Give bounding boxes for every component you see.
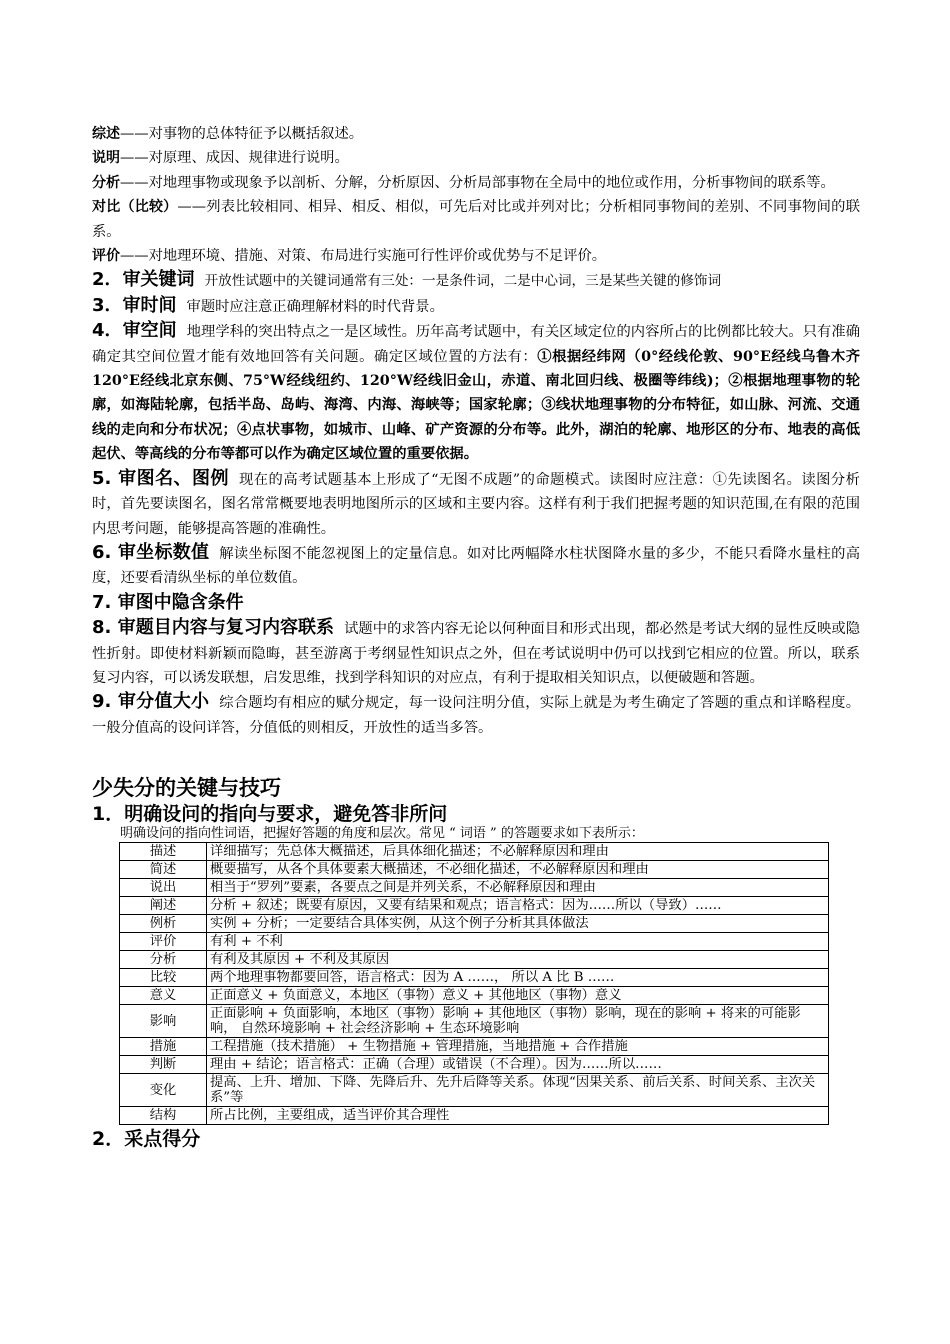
requirement-cell: 概要描写，从各个具体要素大概描述，不必细化描述，不必解释原因和理由 xyxy=(207,861,829,879)
requirement-cell: 有利及其原因 + 不利及其原因 xyxy=(207,951,829,969)
term-cell: 比较 xyxy=(120,969,207,987)
term-cell: 评价 xyxy=(120,933,207,951)
definition-compare xyxy=(92,195,860,244)
table-row xyxy=(120,879,829,897)
definition-term: 分析 xyxy=(92,174,120,191)
table-row xyxy=(120,933,829,951)
part-title: 少失分的关键与技巧 xyxy=(92,776,281,801)
definition-summary xyxy=(92,122,860,146)
table-row xyxy=(120,915,829,933)
table-row xyxy=(120,1005,829,1038)
section-text: 开放性试题中的关键词通常有三处：一是条件词，二是中心词，三是某些关键的修饰词 xyxy=(204,273,722,290)
requirement-cell: 提高、上升、增加、下降、先降后升、先升后降等关系。体现“因果关系、前后关系、时间关系、主次关系”等 xyxy=(207,1074,829,1107)
requirement-cell: 所占比例，主要组成，适当评价其合理性 xyxy=(207,1107,829,1125)
subsection-title-2: 2．采点得分 xyxy=(92,1128,201,1151)
requirement-cell: 工程措施（技术措施） + 生物措施 + 管理措施，当地措施 + 合作措施 xyxy=(207,1038,829,1056)
definition-explain xyxy=(92,146,860,170)
table-body xyxy=(120,843,829,1125)
table-row xyxy=(120,1107,829,1125)
definition-text: ——对事物的总体特征予以概括叙述。 xyxy=(120,126,364,142)
section-text: 试题中的求答内容无论以何种面目和形式出现，都必然是考试大纲的显性反映或隐性折射。即使材料新颖而隐晦，甚至游离于考纲显性知识点之外，但在考试说明中仍可以找到它相应的位置。所以，联系复习内容，可以诱发联想，启发思维，找到学科知识的对应点，有利于提取相关知识点，以便破题和答题。 xyxy=(92,621,860,686)
section-score-value xyxy=(92,690,860,740)
table-row xyxy=(120,987,829,1005)
subsection-title-1: 1．明确设问的指向与要求，避免答非所问 xyxy=(92,803,448,826)
table-row xyxy=(120,1074,829,1107)
section-text: 现在的高考试题基本上形成了“无图不成题”的命题模式。读图时应注意：①先读图名。读图分析时，首先要读图名，图名常常概要地表明地图所示的区域和主要内容。这样有利于我们把握考题的知识范围,在有限的范围内思考问题，能够提高答题的准确性。 xyxy=(92,471,860,537)
term-cell: 分析 xyxy=(120,951,207,969)
requirement-cell: 理由 + 结论；语言格式：正确（合理）或错误（不合理）。因为……所以…… xyxy=(207,1056,829,1074)
section-heading: 6. 审坐标数值 xyxy=(92,541,210,563)
answer-requirements-table xyxy=(119,842,829,1125)
term-cell: 描述 xyxy=(120,843,207,861)
section-heading: 2．审关键词 xyxy=(92,269,195,291)
definition-term: 说明 xyxy=(92,150,120,167)
section-space xyxy=(92,319,860,466)
term-cell: 判断 xyxy=(120,1056,207,1074)
definition-term: 评价 xyxy=(92,248,120,265)
requirement-cell: 详细描写；先总体大概描述，后具体细化描述；不必解释原因和理由 xyxy=(207,843,829,861)
section-map-legend xyxy=(92,467,860,541)
requirement-cell: 两个地理事物都要回答，语言格式：因为 A ……， 所以 A 比 B …… xyxy=(207,969,829,987)
section-text: 审题时应注意正确理解材料的时代背景。 xyxy=(186,298,444,315)
requirement-cell: 实例 + 分析；一定要结合具体实例，从这个例子分析其具体做法 xyxy=(207,915,829,933)
section-coordinates xyxy=(92,541,860,591)
table-row xyxy=(120,897,829,915)
definition-evaluate xyxy=(92,244,860,268)
term-cell: 变化 xyxy=(120,1074,207,1107)
document-page xyxy=(92,122,860,1151)
section-bold-text: ①根据经纬网（0°经线伦敦、90°E经线乌鲁木齐120°E经线北京东侧、75°W经线纽约、120°W经线旧金山，赤道、南北回归线、极圈等纬线)；②根据地理事物的轮廓，如海陆轮廓，包括半岛、岛屿、海湾、内海、海峡等；国家轮廓；③线状地理事物的分布特征，如山脉、河流、交通线的走向和分布状况；④点状事物，如城市、山峰、矿产资源的分布等。此外，湖泊的轮廓、地形区的分布、地表的高低起伏、等高线的分布等都可以作为确定区域位置的重要依据。 xyxy=(92,348,861,463)
section-heading: 8. 审题目内容与复习内容联系 xyxy=(92,617,335,639)
section-heading: 5. 审图名、图例 xyxy=(92,467,229,489)
section-text: 地理学科的突出特点之一是区域性。历年高考试题中，有关区域定位的内容所占的比例都比较大。只有准确确定其空间位置才能有效地回答有关问题。确定区域位置的方法有： xyxy=(92,324,861,365)
section-heading: 3．审时间 xyxy=(92,294,177,316)
term-cell: 阐述 xyxy=(120,897,207,915)
table-row xyxy=(120,1056,829,1074)
table-row xyxy=(120,861,829,879)
definition-term: 对比（比较） xyxy=(92,199,178,216)
table-row xyxy=(120,951,829,969)
table-row xyxy=(120,969,829,987)
table-row xyxy=(120,843,829,861)
requirement-cell: 相当于“罗列”要素，各要点之间是并列关系，不必解释原因和理由 xyxy=(207,879,829,897)
section-heading: 7. 审图中隐含条件 xyxy=(92,591,244,613)
requirement-cell: 有利 + 不利 xyxy=(207,933,829,951)
term-cell: 措施 xyxy=(120,1038,207,1056)
term-cell: 说出 xyxy=(120,879,207,897)
table-intro: 明确设问的指向性词语，把握好答题的角度和层次。常见 “ 词语 ” 的答题要求如下表所示： xyxy=(120,826,644,842)
definition-text: ——对原理、成因、规律进行说明。 xyxy=(120,150,349,167)
section-heading: 9. 审分值大小 xyxy=(92,691,210,713)
term-cell: 简述 xyxy=(120,861,207,879)
requirement-cell: 分析 + 叙述；既要有原因，又要有结果和观点；语言格式：因为……所以（导致）…… xyxy=(207,897,829,915)
section-time xyxy=(92,294,860,319)
section-keywords xyxy=(92,268,860,293)
definition-text: ——对地理事物或现象予以剖析、分解，分析原因、分析局部事物在全局中的地位或作用，分析事物间的联系等。 xyxy=(120,174,835,191)
definition-text: ——对地理环境、措施、对策、布局进行实施可行性评价或优势与不足评价。 xyxy=(120,248,607,265)
section-review-link xyxy=(92,616,860,690)
section-text: 解读坐标图不能忽视图上的定量信息。如对比两幅降水柱状图降水量的多少，不能只看降水量柱的高度，还要看清纵坐标的单位数值。 xyxy=(92,545,860,587)
definition-analyze xyxy=(92,171,860,195)
term-cell: 影响 xyxy=(120,1005,207,1038)
term-cell: 结构 xyxy=(120,1107,207,1125)
table-row xyxy=(120,1038,829,1056)
term-cell: 例析 xyxy=(120,915,207,933)
requirement-cell: 正面影响 + 负面影响，本地区（事物）影响 + 其他地区（事物）影响，现在的影响 + 将来的可能影响， 自然环境影响 + 社会经济影响 + 生态环境影响 xyxy=(207,1005,829,1038)
section-text: 综合题均有相应的赋分规定，每一设问注明分值，实际上就是为考生确定了答题的重点和详略程度。一般分值高的设问详答，分值低的则相反，开放性的适当多答。 xyxy=(92,695,860,736)
definition-text: ——列表比较相同、相异、相反、相似，可先后对比或并列对比；分析相同事物间的差别、不同事物间的联系。 xyxy=(92,199,860,240)
definition-term: 综述 xyxy=(92,126,120,142)
requirement-cell: 正面意义 + 负面意义，本地区（事物）意义 + 其他地区（事物）意义 xyxy=(207,987,829,1005)
term-cell: 意义 xyxy=(120,987,207,1005)
section-hidden-conditions xyxy=(92,591,860,616)
section-heading: 4．审空间 xyxy=(92,320,177,342)
